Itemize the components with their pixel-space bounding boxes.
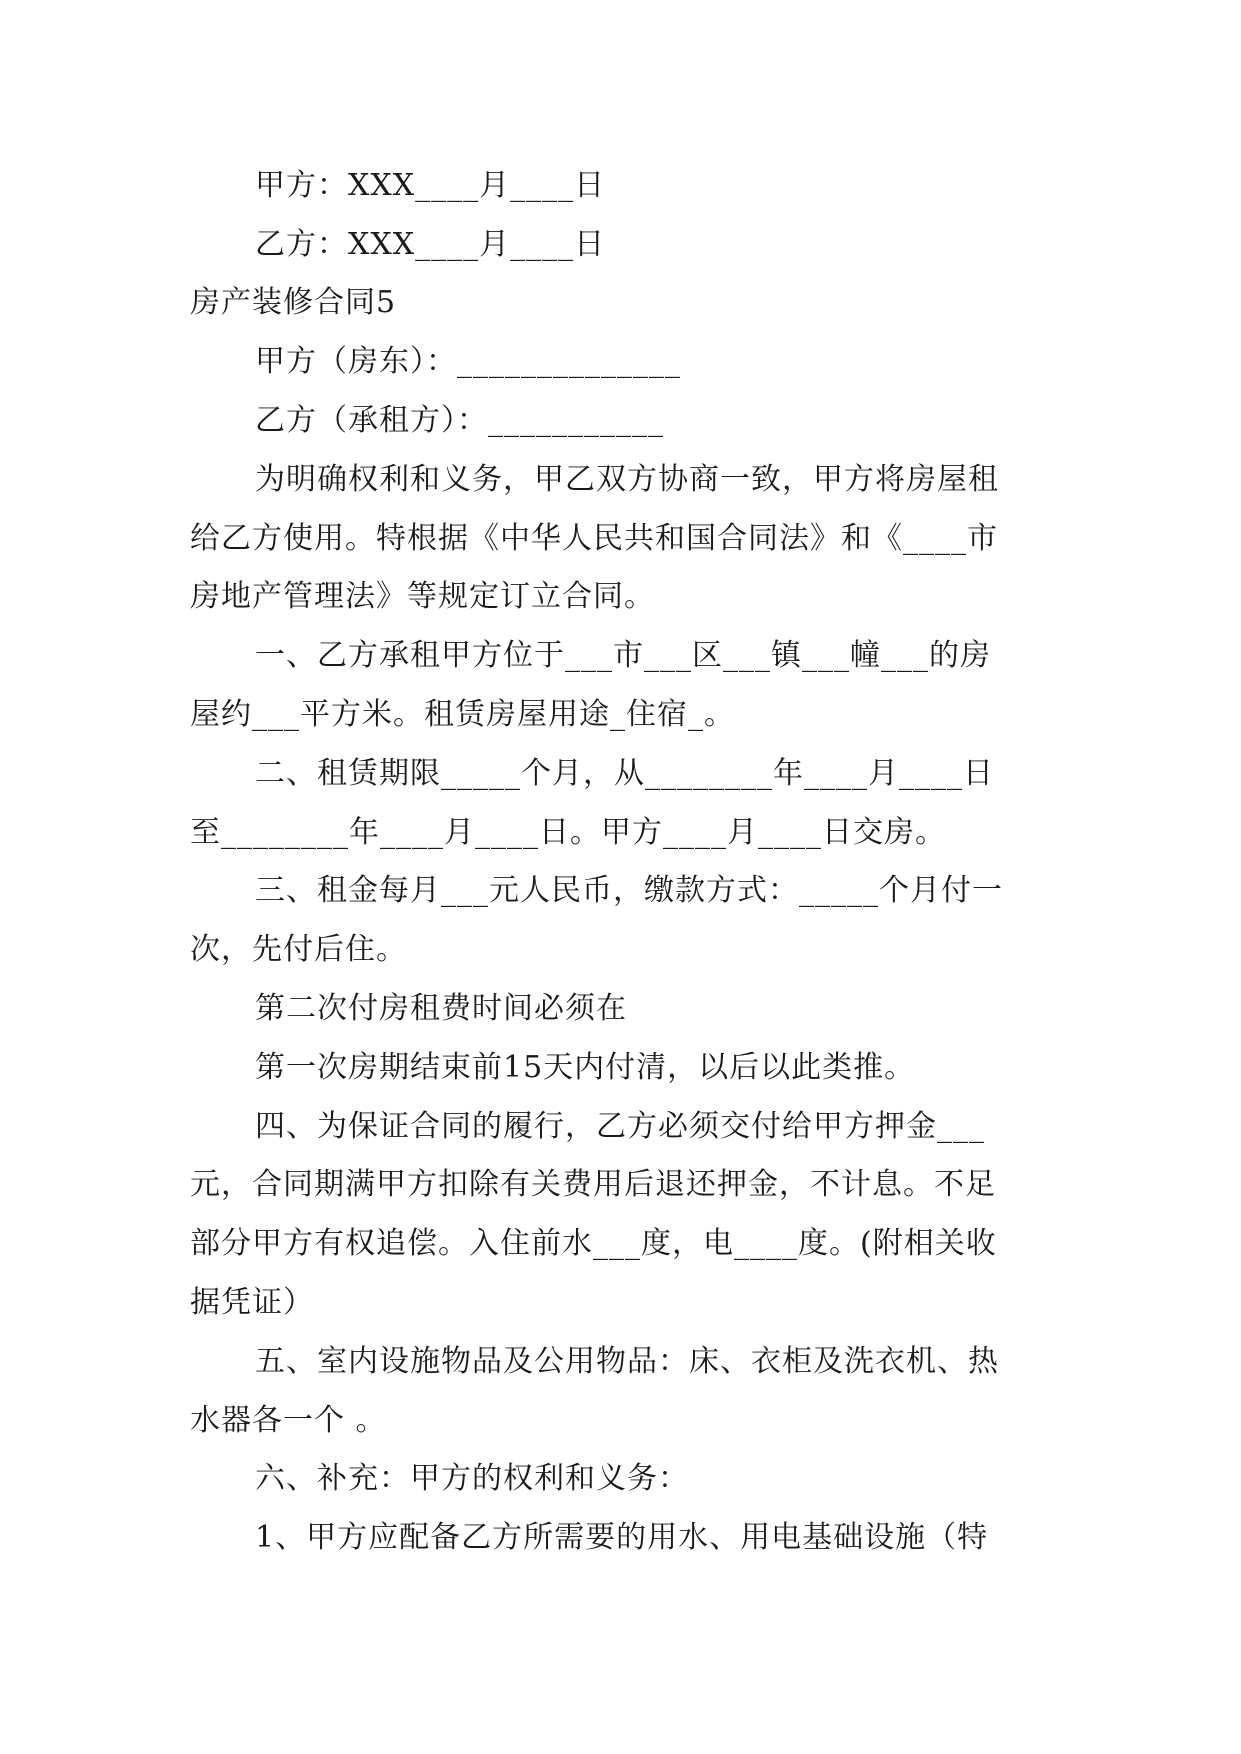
payment-note-line: 第一次房期结束前15天内付清，以后以此类推。 — [255, 1050, 916, 1085]
clause-5-line: 五、室内设施物品及公用物品：床、衣柜及洗衣机、热 — [255, 1344, 999, 1379]
clause-4-line: 元，合同期满甲方扣除有关费用后退还押金，不计息。不足 — [190, 1167, 996, 1202]
clause-6-item-1-line: 1、甲方应配备乙方所需要的用水、用电基础设施（特 — [255, 1520, 989, 1555]
paragraph-line: 为明确权利和义务，甲乙双方协商一致，甲方将房屋租 — [255, 462, 999, 497]
clause-1-line: 屋约___平方米。租赁房屋用途_住宿_。 — [190, 697, 735, 732]
clause-4-line: 部分甲方有权追偿。入住前水___度，电____度。(附相关收 — [190, 1226, 997, 1261]
payment-note-line: 第二次付房租费时间必须在 — [255, 991, 627, 1026]
paragraph-line: 给乙方使用。特根据《中华人民共和国合同法》和《____市 — [190, 521, 998, 556]
contract-title: 房产装修合同5 — [190, 285, 397, 320]
clause-3-line: 三、租金每月___元人民币，缴款方式：_____个月付一 — [255, 873, 1003, 908]
clause-1-line: 一、乙方承租甲方位于___市___区___镇___幢___的房 — [255, 638, 991, 673]
clause-2-line: 至________年____月____日。甲方____月____日交房。 — [190, 815, 946, 850]
clause-2-line: 二、租赁期限_____个月，从________年____月____日 — [255, 756, 994, 791]
party-a-signature-line: 甲方：XXX____月____日 — [255, 168, 606, 203]
party-b-signature-line: 乙方：XXX____月____日 — [255, 227, 606, 262]
clause-4-line: 据凭证） — [190, 1285, 314, 1320]
clause-4-line: 四、为保证合同的履行，乙方必须交付给甲方押金___ — [255, 1109, 985, 1144]
clause-6-line: 六、补充：甲方的权利和义务： — [255, 1461, 689, 1496]
clause-3-line: 次，先付后住。 — [190, 932, 407, 967]
clause-5-line: 水器各一个 。 — [190, 1403, 387, 1438]
landlord-line: 甲方（房东）：______________ — [255, 344, 681, 379]
tenant-line: 乙方（承租方）：___________ — [255, 403, 664, 438]
paragraph-line: 房地产管理法》等规定订立合同。 — [190, 579, 655, 614]
